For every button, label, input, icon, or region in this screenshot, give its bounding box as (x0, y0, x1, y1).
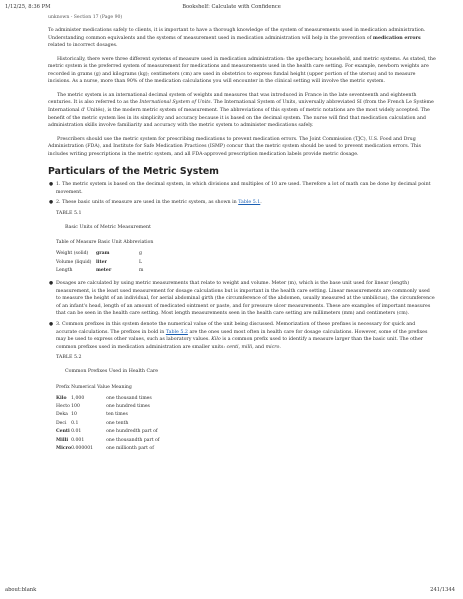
print-page-title: Bookshelf: Calculate with Confidence (182, 4, 281, 10)
table-row: Centi 0.01 one hundredth part of (56, 429, 158, 435)
table-row: Volume (liquid) liter L (56, 259, 143, 265)
paragraph-intro: To administer medications safely to clients, it is important to have a thorough knowledge of the system of measurements used in medication administration. Understanding common equivalents and the systems of measurement used in medication administration will help in the prevention of medication errors related to incorrect dosages. (48, 28, 426, 49)
print-datetime: 1/12/25, 8:36 PM (5, 4, 51, 10)
prefixes-table (56, 394, 159, 453)
table-row: Milli 0.001 one thousandth part of (56, 437, 160, 443)
paragraph-metric-system: The metric system is an international decimal system of weights and measures that was introduced in France in the late seventeenth and eighteenth centuries. It is also referred to as the International System of Units. The International System of Units, universally abbreviated SI (from the French Le Système International d' Unités), is the modern metric system of measurement. The abbreviations of this system of metric notations are the most widely accepted. The benefit of the metric system lies in its simplicity and accuracy because it is based on the decimal system. The nurse will find that medication calculation and administration skills involve familiarity and accuracy with the metric system to administer medications safely. (48, 92, 434, 129)
table-row: Kilo 1,000 one thousand times (56, 395, 152, 401)
bullet-icon: ● (49, 200, 54, 206)
document-body (48, 15, 436, 458)
paragraph-history: Historically, there were three different systems of measure used in medication administration: the apothecary, household, and metric systems. As stated, the metric system is the preferred system of measurement for medications and measurements used in the health care setting. For example, newborn weights are recorded in grams (g) and kilograms (kg); centimeters (cm) are used in obstetrics to express fundal height (upper portion of the uterus) and to measure incisions. As a nurse, more than 90% of the medication calculations you will encounter in the clinical setting will involve the metric system. (48, 56, 436, 85)
table-row: Micro 0.000001 one millionth part of (56, 445, 154, 451)
table-label: TABLE 5.1 (56, 211, 82, 217)
key-term-medication-errors: medication errors (372, 35, 421, 41)
table-header: Table of Measure Basic Unit Abbreviation (56, 240, 154, 246)
table-row: Length meter m (56, 268, 144, 274)
table-caption: Common Prefixes Used in Health Care (65, 368, 159, 374)
list-item: ● 2. These basic units of measure are used in the metric system, as shown in Table 5.1. TABLE 5.1 Basic Units of Metric Measurement Table of Measure Basic Unit Abbreviation Weight (solid) gram g Volume (liquid) liter L Length meter m (48, 199, 436, 275)
list-item: ● Dosages are calculated by using metric measurements that relate to weight and volume. Meter (m), which is the base unit used for linear (length) measurement, is the least used measurement for dosage calculations but is important in the health care setting. Linear measurements are commonly used to measure the height of an individual, for aerial abdominal girth (the circumference of the abdomen, usually measured at the umbilicus), the circumference of an infant's head, length of an amount of medicated ointment or paste, and for pressure ulcer measurements. These are examples of important measures that can be seen in the health care setting. Most length measurements seen in the health care setting are millimeters (mm) and centimeters (cm). (49, 281, 435, 317)
bullet-icon: ● (49, 182, 54, 188)
table-row: Deci 0.1 one tenth (56, 420, 129, 426)
print-url: about:blank (5, 587, 37, 593)
particulars-list (48, 181, 436, 453)
list-item: ● 3. Common prefixes in this system denote the numerical value of the unit being discussed. Memorization of these prefixes is necessary for quick and accurate calculations. The prefixes in bold in Table 5.2 are the ones used most often in health care for dosage calculations. However, some of the prefixes may be used to express other values, such as laboratory values. Kilo is a common prefix used to identify a measure larger than the basic unit. The other common prefixes used in medication administration are smaller units: centi, milli, and micro. TABLE 5.2 Common Prefixes Used in Health Care Prefix Numerical Value Meaning Kilo 1,000 one thousand times Hecto 100 one hundred times Deka 10 ten times Deci 0.1 one tenth Centi 0.01 one hundredth part of Milli 0.001 one thousandth part of Micro 0.000001 one millionth part of (48, 321, 436, 453)
table-row: Deka 10 ten times (56, 412, 128, 418)
bullet-icon: ● (49, 281, 54, 287)
table-5-2-link[interactable]: Table 5.2 (165, 329, 188, 335)
bullet-icon: ● (49, 322, 54, 327)
table-5-1-link[interactable]: Table 5.1 (238, 200, 261, 206)
paragraph-prescribers: Prescribers should use the metric system for prescribing medications to prevent medication errors. The Joint Commission (TJC), U.S. Food and Drug Administration (FDA), and Institute for Safe Medication Practices (ISMP) concur that the metric system should be used to prevent medication errors. This includes writing prescriptions in the metric system, and all FDA-approved prescription medication labels provide metric dosage. (48, 136, 421, 157)
table-row: Weight (solid) gram g (56, 251, 142, 257)
table-row: Hecto 100 one hundred times (56, 403, 150, 409)
print-page-number: 241/1344 (430, 587, 455, 593)
table-label: TABLE 5.2 (56, 355, 82, 361)
section-heading: Particulars of the Metric System (48, 166, 219, 178)
section-subheader: unknown - Section 17 (Page 90) (48, 15, 123, 20)
table-header: Prefix Numerical Value Meaning (56, 384, 132, 390)
list-item: ● 1. The metric system is based on the decimal system, in which divisions and multiples of 10 are used. Therefore a lot of math can be done by decimal point movement. (49, 182, 431, 195)
table-caption: Basic Units of Metric Measurement (65, 224, 151, 230)
metric-units-table (56, 250, 143, 275)
